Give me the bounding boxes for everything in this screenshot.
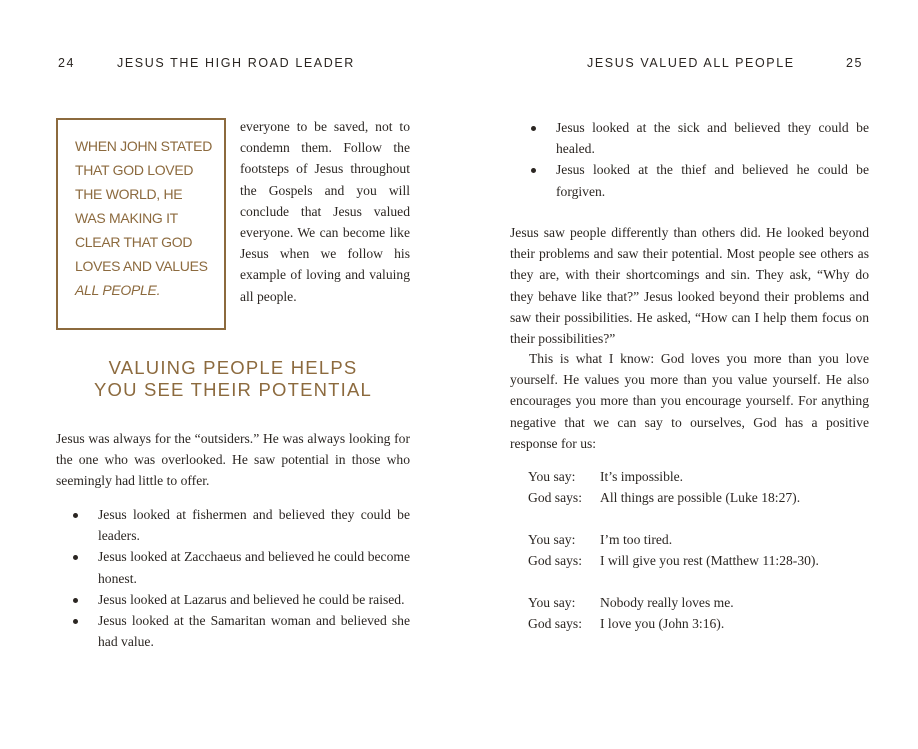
- you-say-label: You say:: [528, 595, 576, 610]
- wrap-paragraph: everyone to be saved, not to condemn them. Follow the footsteps of Jesus throughout the Gospels and you will conclude that Jesus valued everyone. We can become like Jesus when we follow his example of loving and valuing all people.: [240, 119, 410, 304]
- god-says-text: I will give you rest (Matthew 11:28-30).: [600, 553, 819, 569]
- page-number-left: 24: [58, 56, 76, 70]
- god-says-label: God says:: [528, 616, 582, 632]
- bullet-icon: [73, 513, 78, 518]
- section-heading: [56, 357, 410, 401]
- god-says-label: God says:: [528, 553, 582, 569]
- pullquote-box: [56, 118, 226, 330]
- you-say-text: Nobody really loves me.: [600, 595, 734, 610]
- pullquote-text: WHEN JOHN STATED THAT GOD LOVED THE WORLD, HE WAS MAKING IT CLEAR THAT GOD LOVES AND VALUES: [75, 138, 213, 274]
- bullet-icon: [73, 598, 78, 603]
- you-say-text: I’m too tired.: [600, 532, 673, 547]
- paragraph-what-i-know: This is what I know: God loves you more than you love yourself. He values you more than you value yourself. He also encourages you more than you encourage yourself. For anything negative that we can say to ourselves, God has a positive response for us:: [510, 351, 869, 451]
- running-title-right: JESUS VALUED ALL PEOPLE: [587, 56, 795, 70]
- paragraph-potential: Jesus saw people differently than others did. He looked beyond their problems and saw their potential. Most people see others as they are, with their shortcomings and sin. They ask, “Why do they behave like that?” Jesus looked beyond their problems and saw their possibilities. He asked, “How can I help them focus on their possibilities?”: [510, 225, 869, 347]
- list-item: Jesus looked at Zacchaeus and believed he could become honest.: [56, 546, 410, 588]
- bullet-icon: [531, 126, 536, 131]
- right-bullet-list: [492, 117, 869, 202]
- exchange-block: [528, 592, 868, 634]
- you-say-text: It’s impossible.: [600, 469, 684, 484]
- right-page: [459, 0, 918, 749]
- page-number-right: 25: [846, 56, 864, 70]
- list-item: Jesus looked at the sick and believed they could be healed.: [492, 117, 869, 159]
- list-item: Jesus looked at the Samaritan woman and believed she had value.: [56, 610, 410, 652]
- god-says-text: I love you (John 3:16).: [600, 616, 725, 632]
- pullquote-emphasis: ALL PEOPLE.: [75, 282, 161, 298]
- you-say-label: You say:: [528, 532, 576, 547]
- section-heading-line2: YOU SEE THEIR POTENTIAL: [93, 379, 373, 400]
- exchange-block: [528, 529, 868, 571]
- section-heading-line1: VALUING PEOPLE HELPS: [108, 357, 358, 378]
- god-says-label: God says:: [528, 490, 582, 506]
- bullet-icon: [73, 619, 78, 624]
- running-title-left: JESUS THE HIGH ROAD LEADER: [117, 56, 355, 70]
- god-says-text: All things are possible (Luke 18:27).: [600, 490, 801, 506]
- bullet-icon: [531, 168, 536, 173]
- list-item: Jesus looked at Lazarus and believed he could be raised.: [56, 589, 410, 610]
- you-say-label: You say:: [528, 469, 576, 484]
- list-item: Jesus looked at fishermen and believed they could be leaders.: [56, 504, 410, 546]
- bullet-icon: [73, 555, 78, 560]
- list-item: Jesus looked at the thief and believed he could be forgiven.: [492, 159, 869, 201]
- left-bullet-list: [56, 504, 410, 652]
- paragraph-outsiders: Jesus was always for the “outsiders.” He was always looking for the one who was overlooked. He saw potential in those who seemingly had little to offer.: [56, 431, 410, 489]
- exchange-block: [528, 466, 868, 508]
